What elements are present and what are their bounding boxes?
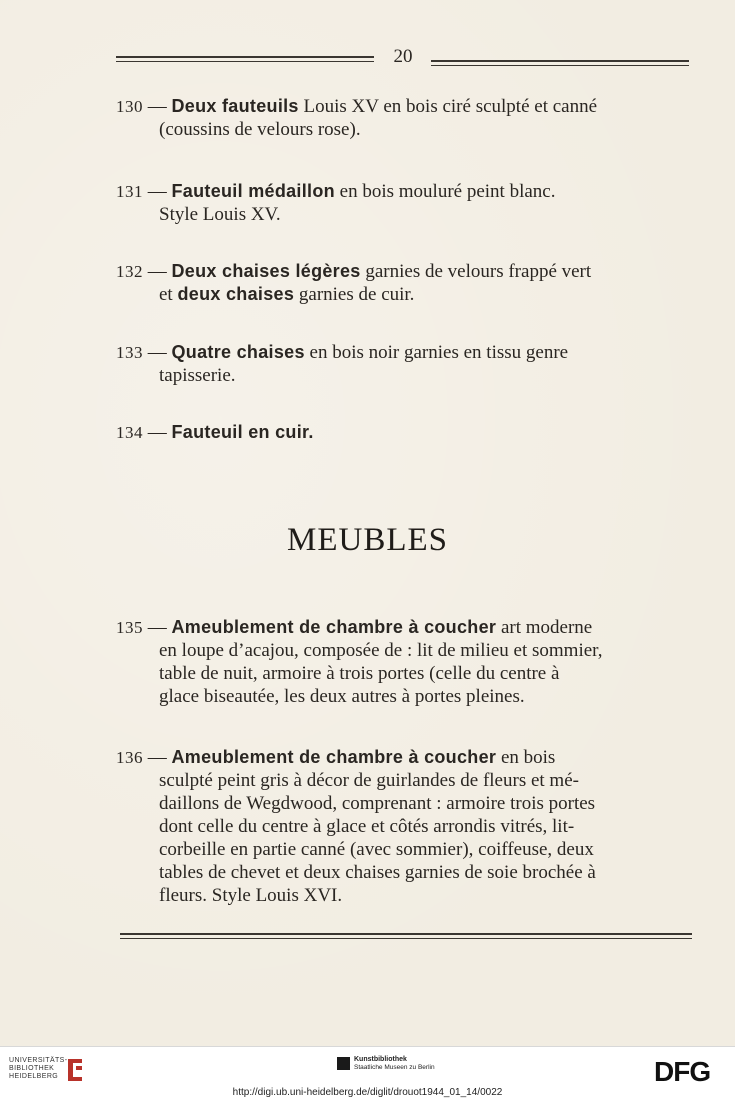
catalog-entry-131: 131 — Fauteuil médaillon en bois mouluré peint blanc. Style Louis XV. bbox=[116, 180, 696, 226]
lot-description-line: glace biseautée, les deux autres à portes pleines. bbox=[159, 686, 525, 707]
kunstbibliothek-logo-icon bbox=[337, 1057, 350, 1070]
lot-title: Ameublement de chambre à coucher bbox=[171, 747, 497, 767]
catalog-entry-133: 133 — Quatre chaises en bois noir garnies en tissu genre tapisserie. bbox=[116, 341, 696, 387]
catalog-entry-134: 134 — Fauteuil en cuir. bbox=[116, 422, 314, 443]
section-title: MEUBLES bbox=[286, 522, 448, 558]
university-library-logo: UNIVERSITÄTS- BIBLIOTHEK HEIDELBERG bbox=[9, 1057, 68, 1080]
lot-description-line: tapisserie. bbox=[159, 365, 236, 386]
lot-title: Ameublement de chambre à coucher bbox=[171, 617, 497, 637]
lot-description-line: dont celle du centre à glace et côtés arrondis vitrés, lit- bbox=[159, 816, 575, 837]
header-rule-left bbox=[116, 56, 374, 66]
lot-description: garnies de velours frappé vert bbox=[360, 261, 592, 282]
lot-title: Deux chaises légères bbox=[171, 261, 361, 281]
digitization-footer bbox=[0, 1046, 735, 1101]
lot-number: 133 bbox=[116, 343, 143, 362]
lot-number: 136 bbox=[116, 748, 143, 767]
footer-rule bbox=[120, 933, 692, 943]
lot-description: art moderne bbox=[496, 617, 593, 638]
lot-description-line: table de nuit, armoire à trois portes (celle du centre à bbox=[159, 663, 560, 684]
lot-number: 135 bbox=[116, 618, 143, 637]
lot-description-line: tables de chevet et deux chaises garnies de soie brochée à bbox=[159, 862, 596, 883]
page-number: 20 bbox=[393, 46, 413, 67]
lot-description-line: corbeille en partie canné (avec sommier), coiffeuse, deux bbox=[159, 839, 594, 860]
lot-title: Quatre chaises bbox=[171, 342, 305, 362]
dfg-logo: DFG bbox=[654, 1056, 711, 1087]
lot-subtitle: deux chaises bbox=[177, 284, 295, 304]
lot-description-line: et deux chaises garnies de cuir. bbox=[159, 284, 415, 305]
kunstbibliothek-logo: Kunstbibliothek Staatliche Museen zu Berlin bbox=[354, 1056, 435, 1071]
catalog-entry-132: 132 — Deux chaises légères garnies de velours frappé vert et deux chaises garnies de cuir. bbox=[116, 260, 696, 306]
lot-description-line: en loupe d’acajou, composée de : lit de milieu et sommier, bbox=[159, 640, 603, 661]
lot-title: Fauteuil en cuir. bbox=[171, 422, 314, 442]
lot-description: en bois bbox=[496, 747, 556, 768]
lot-number: 132 bbox=[116, 262, 143, 281]
lot-title: Deux fauteuils bbox=[171, 96, 299, 116]
catalog-entry-135: 135 — Ameublement de chambre à coucher art moderne en loupe d’acajou, composée de : lit de milieu et sommier, table de nuit, armoire à trois portes (celle du centre à glace biseautée, les deux autres à portes pleines. bbox=[116, 616, 696, 708]
lot-description-line: (coussins de velours rose). bbox=[159, 119, 361, 140]
catalog-entry-130: 130 — Deux fauteuils Louis XV en bois ciré sculpté et canné (coussins de velours rose). bbox=[116, 95, 696, 141]
lot-description-line: Style Louis XV. bbox=[159, 204, 281, 225]
lot-title: Fauteuil médaillon bbox=[171, 181, 335, 201]
lot-description: en bois mouluré peint blanc. bbox=[334, 181, 556, 202]
lot-description-line: daillons de Wegdwood, comprenant : armoire trois portes bbox=[159, 793, 596, 814]
lot-description-line: fleurs. Style Louis XVI. bbox=[159, 885, 343, 906]
lot-description: en bois noir garnies en tissu genre bbox=[304, 342, 569, 363]
lot-description: Louis XV en bois ciré sculpté et canné bbox=[298, 96, 598, 117]
header-rule-right bbox=[431, 60, 689, 70]
lot-description-line: sculpté peint gris à décor de guirlandes de fleurs et mé- bbox=[159, 770, 579, 791]
lot-number: 130 bbox=[116, 97, 143, 116]
catalog-entry-136: 136 — Ameublement de chambre à coucher en bois sculpté peint gris à décor de guirlandes de fleurs et mé- daillons de Wegdwood, comprenant : armoire trois portes dont celle du centre à glace et côtés arrondis vitrés, lit- corbeille en partie canné (avec sommier), coiffeuse, deux tables de chevet et deux chaises garnies de soie brochée à fleurs. Style Louis XVI. bbox=[116, 746, 696, 907]
permalink-url[interactable]: http://digi.ub.uni-heidelberg.de/diglit/drouot1944_01_14/0022 bbox=[232, 1087, 503, 1098]
lot-number: 134 bbox=[116, 423, 143, 442]
lot-number: 131 bbox=[116, 182, 143, 201]
heidelberg-emblem-icon bbox=[64, 1057, 86, 1083]
